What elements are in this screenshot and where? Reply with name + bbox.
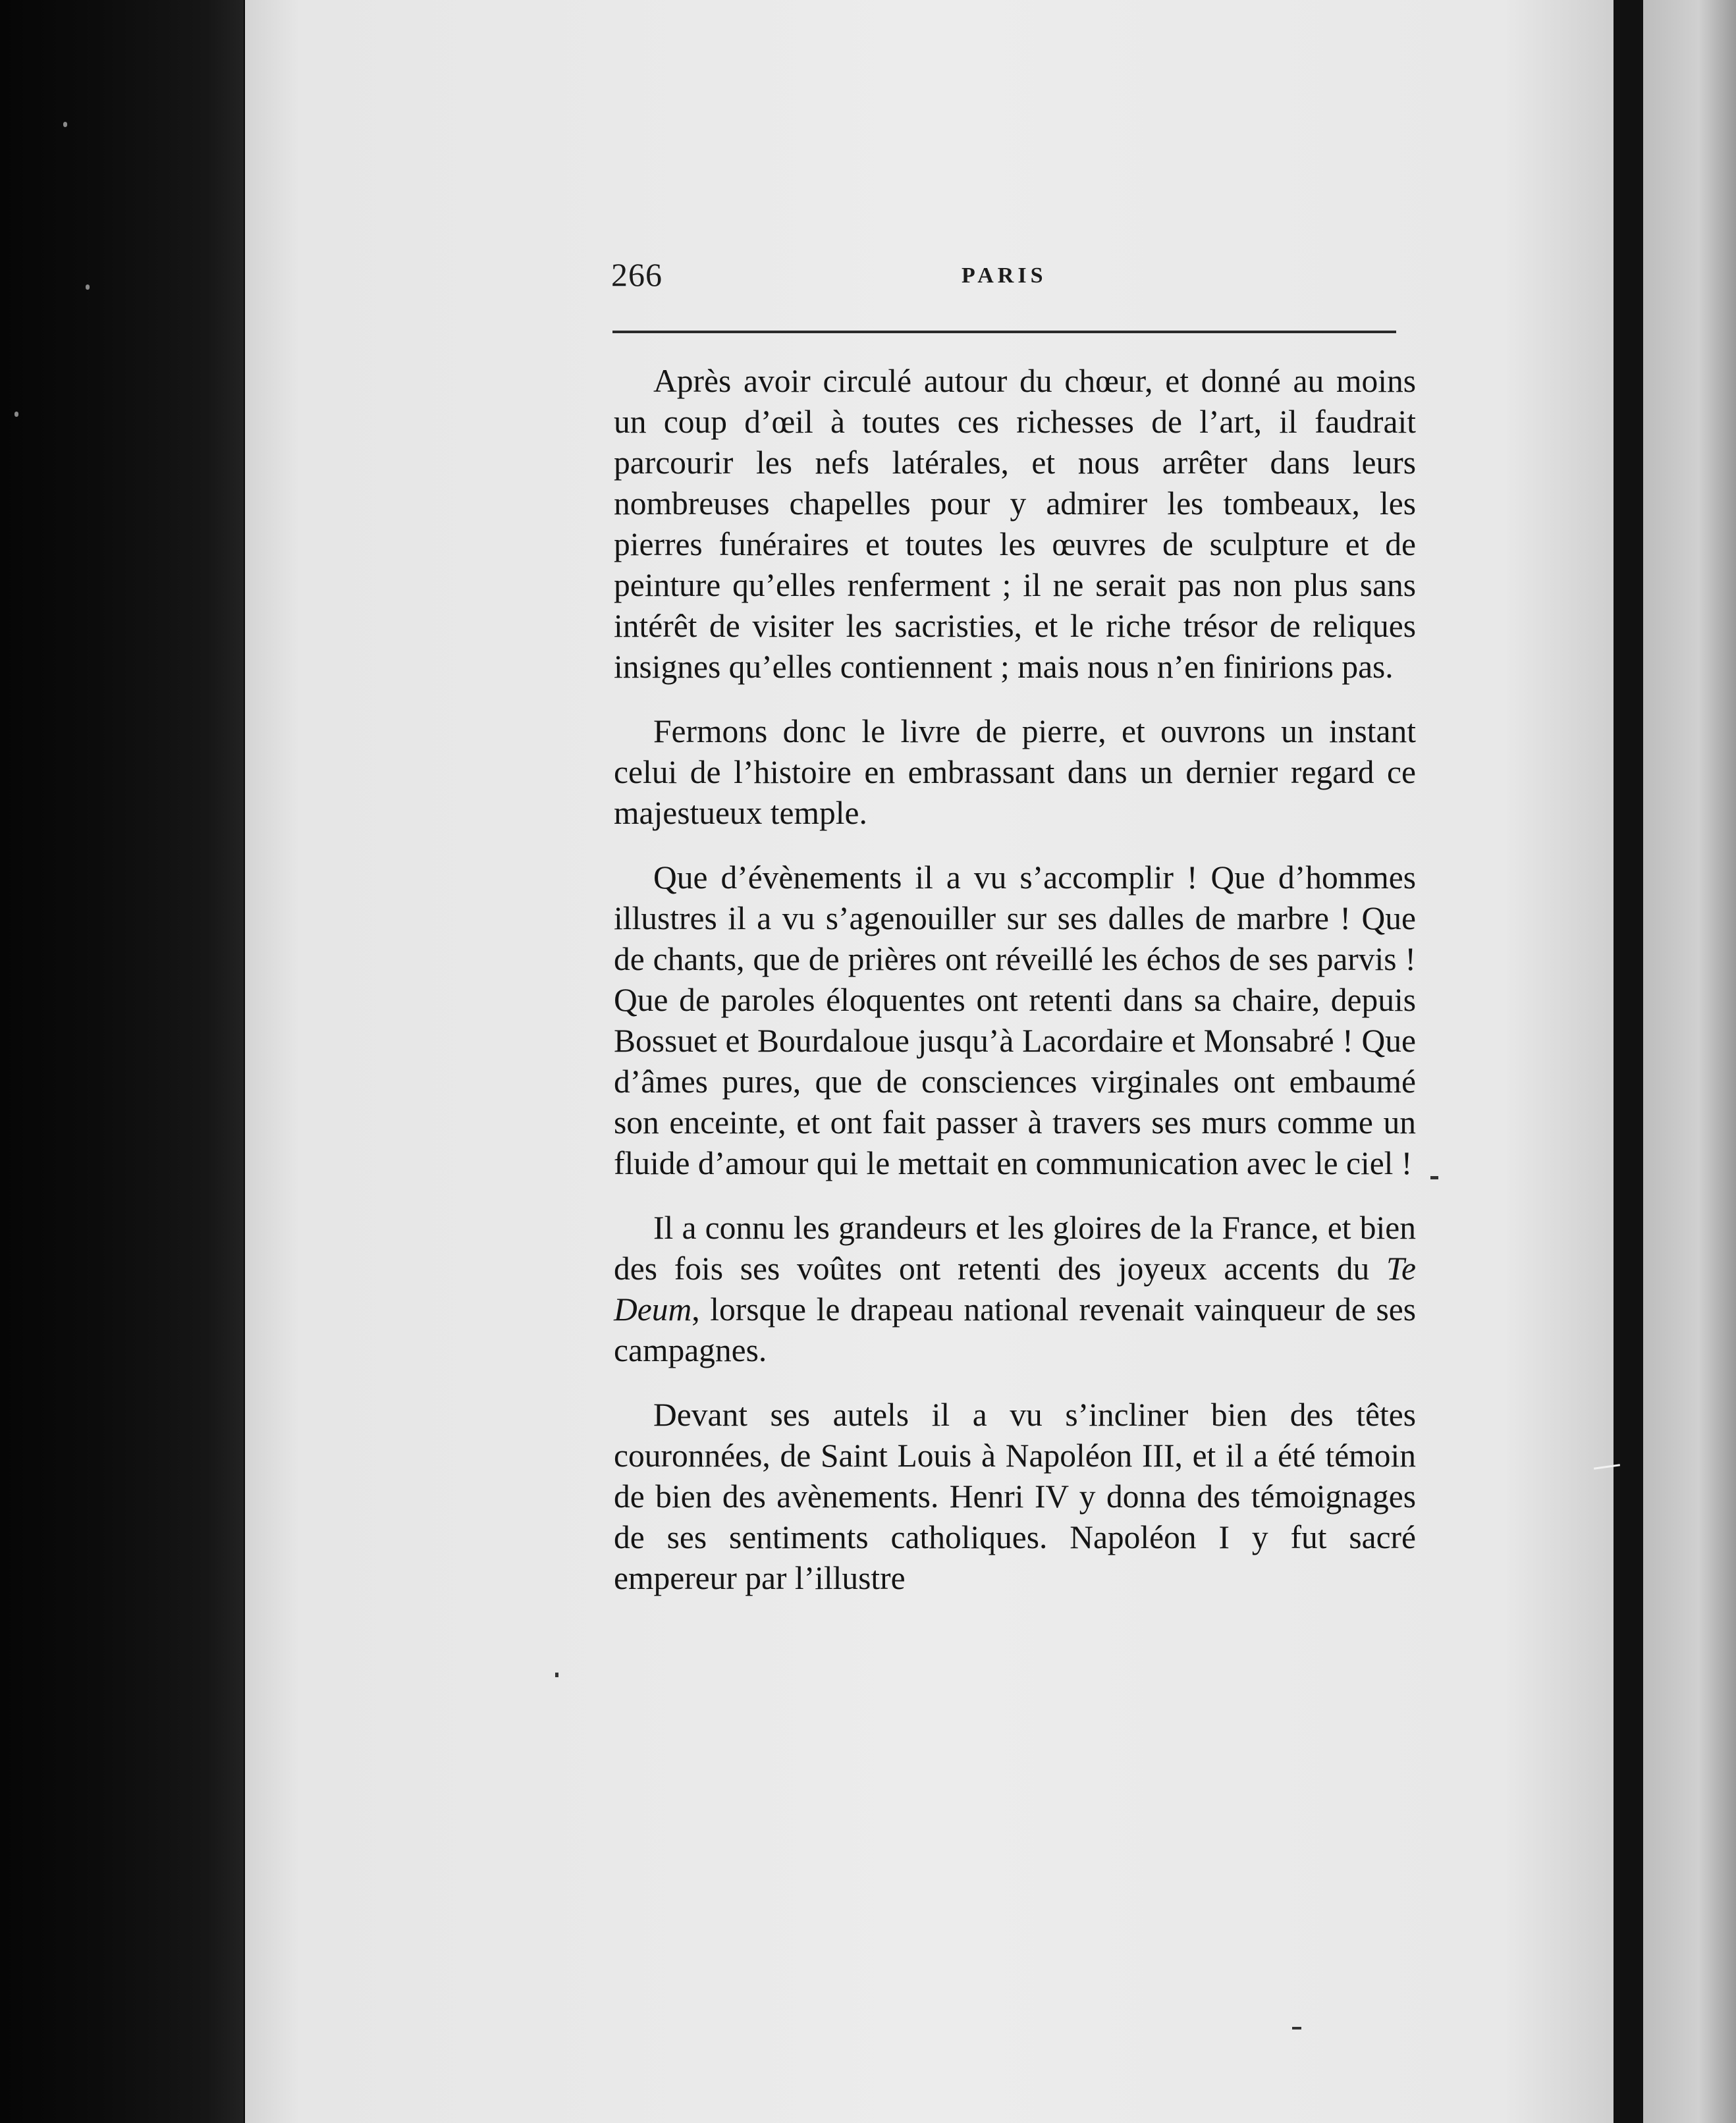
scan-speck: [1430, 1176, 1438, 1179]
page-header: [611, 255, 1395, 302]
binding-speck: [63, 122, 67, 127]
italic-title: Te Deum: [614, 1250, 1416, 1328]
paragraph-text: Il a connu les grandeurs et les gloires de la France, et bien des fois ses voûtes ont retenti des joyeux accents du: [614, 1210, 1416, 1287]
page-number: 266: [611, 256, 663, 293]
header-rule: [612, 331, 1396, 333]
book-binding: [0, 0, 244, 2123]
paragraph: Après avoir circulé autour du chœur, et donné au moins un coup d’œil à toutes ces richesses de l’art, il faudrait parcourir les nefs latérales, et nous arrêter dans leurs nombreuses chapelles pour y admirer les tombeaux, les pierres funéraires et toutes les œuvres de sculpture et de peinture qu’elles renferment ; il ne serait pas non plus sans intérêt de visiter les sacristies, et le riche trésor de reliques insignes qu’elles contiennent ; mais nous n’en finirions pas.: [614, 363, 1416, 685]
binding-speck: [86, 284, 90, 290]
binding-speck: [14, 412, 18, 417]
body-text: [614, 361, 1416, 1623]
paragraph: Que d’évènements il a vu s’accomplir ! Que d’hommes illustres il a vu s’agenouiller sur ses dalles de marbre ! Que de chants, que de prières ont réveillé les échos de ses parvis ! Que de paroles éloquentes ont retenti dans sa chaire, depuis Bossuet et Bourdaloue jusqu’à Lacordaire et Monsabré ! Que d’âmes pures, que de consciences virginales ont embaumé son enceinte, et ont fait passer à travers ses murs comme un fluide d’amour qui le mettait en communication avec le ciel !: [614, 859, 1416, 1181]
paragraph: Fermons donc le livre de pierre, et ouvrons un instant celui de l’histoire en embrassant dans un dernier regard ce majestueux temple.: [614, 713, 1416, 831]
facing-page-edge: [1643, 0, 1736, 2123]
paragraph: Devant ses autels il a vu s’incliner bien des têtes couronnées, de Saint Louis à Napoléon III, et il a été témoin de bien des avènements. Henri IV y donna des témoignages de ses sentiments catholiques. Napoléon I y fut sacré empereur par l’illustre: [614, 1397, 1416, 1596]
scan-speck: [1292, 2027, 1301, 2029]
paragraph: [614, 1208, 1416, 1371]
page-gutter-shadow: [1614, 0, 1643, 2123]
scan-speck: [555, 1673, 558, 1677]
paragraph-text: , lorsque le drapeau national revenait vainqueur de ses campagnes.: [614, 1291, 1416, 1368]
running-title: PARIS: [962, 263, 1047, 288]
